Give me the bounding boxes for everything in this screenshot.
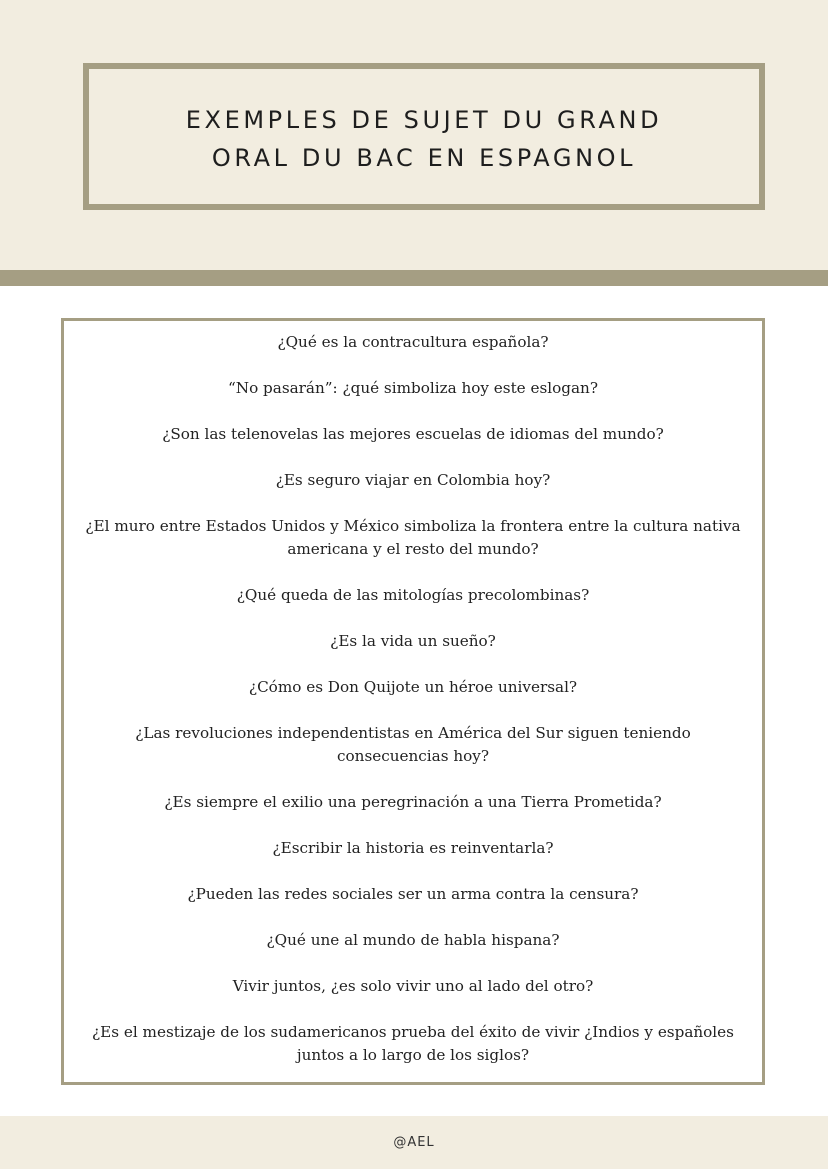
title-line-2: ORAL DU BAC EN ESPAGNOL	[211, 143, 637, 172]
question-item: ¿Es el mestizaje de los sudamericanos prueba del éxito de vivir ¿Indios y españoles juntos a lo largo de los siglos?	[92, 1023, 734, 1064]
question-item: ¿Es siempre el exilio una peregrinación a una Tierra Prometida?	[164, 793, 662, 811]
question-item: Vivir juntos, ¿es solo vivir uno al lado del otro?	[232, 977, 594, 995]
question-item: ¿Qué es la contracultura española?	[277, 333, 549, 351]
questions-frame	[61, 318, 765, 1085]
title-line-1: EXEMPLES DE SUJET DU GRAND	[185, 105, 663, 134]
divider-bar	[0, 270, 828, 286]
footer-band	[0, 1116, 828, 1169]
footer-handle: @AEL	[393, 1135, 435, 1150]
question-item: ¿Cómo es Don Quijote un héroe universal?	[248, 678, 578, 696]
question-item: ¿Son las telenovelas las mejores escuelas de idiomas del mundo?	[162, 425, 664, 443]
question-item: ¿Es la vida un sueño?	[330, 632, 496, 650]
question-item: ¿Qué queda de las mitologías precolombinas?	[236, 586, 590, 604]
question-item: ¿Qué une al mundo de habla hispana?	[266, 931, 560, 949]
page-title	[164, 97, 684, 177]
question-item: ¿Pueden las redes sociales ser un arma contra la censura?	[187, 885, 639, 903]
questions-list	[64, 331, 762, 1067]
question-item: ¿Es seguro viajar en Colombia hoy?	[275, 471, 551, 489]
question-item: “No pasarán”: ¿qué simboliza hoy este eslogan?	[228, 379, 598, 397]
question-item: ¿Las revoluciones independentistas en América del Sur siguen teniendo consecuencias hoy?	[135, 724, 691, 765]
question-item: ¿El muro entre Estados Unidos y México simboliza la frontera entre la cultura nativa americana y el resto del mundo?	[85, 517, 741, 558]
title-frame	[83, 63, 765, 210]
question-item: ¿Escribir la historia es reinventarla?	[272, 839, 554, 857]
